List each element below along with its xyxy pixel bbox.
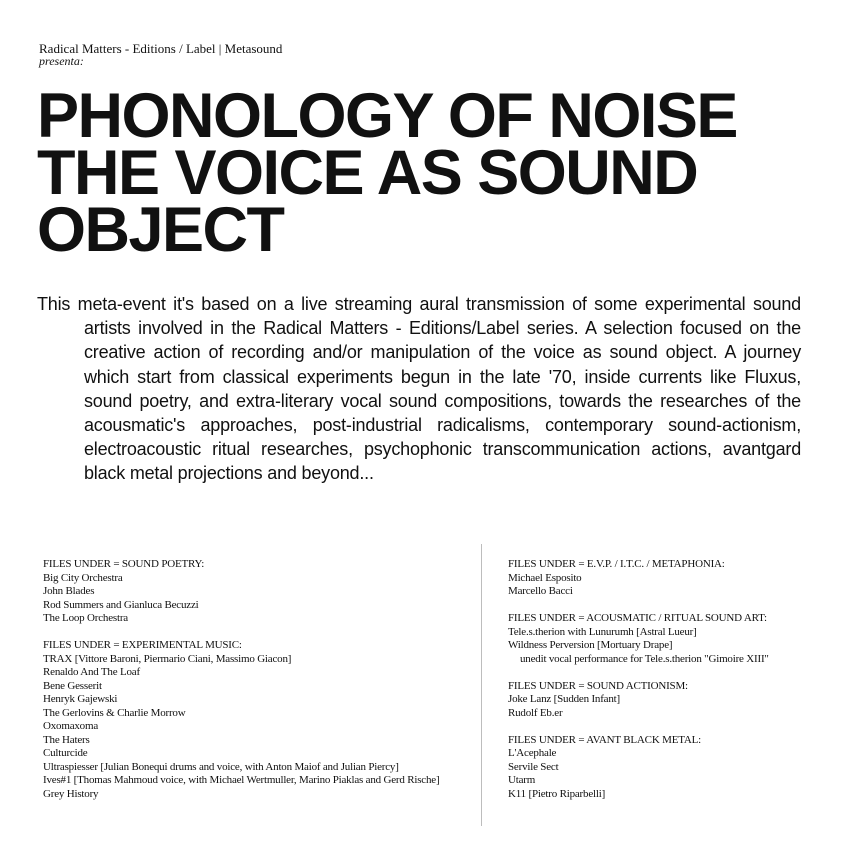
section-heading: FILES UNDER = E.V.P. / I.T.C. / METAPHONIA: xyxy=(508,558,725,570)
list-item: Oxomaxoma xyxy=(43,720,99,732)
list-item: John Blades xyxy=(43,585,95,597)
section-heading: FILES UNDER = EXPERIMENTAL MUSIC: xyxy=(43,639,242,651)
section-heading: FILES UNDER = SOUND ACTIONISM: xyxy=(508,679,688,692)
title-line: THE VOICE AS SOUND xyxy=(37,138,698,208)
title-line: PHONOLOGY OF NOISE xyxy=(37,81,737,151)
section-avant-black-metal xyxy=(508,734,808,802)
section-experimental-music xyxy=(43,639,473,801)
list-item: Renaldo And The Loaf xyxy=(43,666,140,678)
list-item: Michael Esposito xyxy=(508,571,582,584)
list-item: K11 [Pietro Riparbelli] xyxy=(508,787,606,800)
list-item: The Loop Orchestra xyxy=(43,612,128,624)
section-heading: FILES UNDER = SOUND POETRY: xyxy=(43,558,205,570)
list-item: Grey History xyxy=(43,787,99,800)
list-item: Marcello Bacci xyxy=(508,585,573,597)
list-item: Joke Lanz [Sudden Infant] xyxy=(508,693,620,705)
header xyxy=(39,42,282,67)
presenta-line: presenta: xyxy=(39,54,84,68)
list-item: TRAX [Vittore Baroni, Piermario Ciani, Massimo Giacon] xyxy=(43,652,292,665)
page-title xyxy=(37,81,737,265)
list-item: The Gerlovins & Charlie Morrow xyxy=(43,706,186,719)
list-item: Servile Sect xyxy=(508,760,559,773)
section-heading: FILES UNDER = AVANT BLACK METAL: xyxy=(508,733,701,746)
title-line: OBJECT xyxy=(37,195,284,265)
section-evp-itc-metaphonia xyxy=(508,558,808,599)
publisher-line: Radical Matters - Editions / Label | Metasound xyxy=(39,41,283,56)
section-acousmatic-ritual xyxy=(508,612,808,666)
column-divider xyxy=(481,544,482,826)
right-column xyxy=(508,558,808,815)
list-item: Culturcide xyxy=(43,747,88,759)
list-item: Ultraspiesser [Julian Bonequi drums and voice, with Anton Maiof and Julian Piercy] xyxy=(43,760,399,773)
list-item: Bene Gesserit xyxy=(43,679,102,692)
list-item: Rudolf Eb.er xyxy=(508,706,563,719)
list-item: Utarm xyxy=(508,774,536,786)
list-item: Henryk Gajewski xyxy=(43,693,118,705)
left-column xyxy=(43,558,473,815)
section-sound-actionism xyxy=(508,680,808,721)
list-item: Wildness Perversion [Mortuary Drape] xyxy=(508,639,673,651)
list-item: Big City Orchestra xyxy=(43,571,123,584)
list-item: The Haters xyxy=(43,733,90,746)
list-item: L'Acephale xyxy=(508,747,557,759)
list-item: Rod Summers and Gianluca Becuzzi xyxy=(43,598,199,611)
section-sound-poetry xyxy=(43,558,473,626)
list-item: Tele.s.therion with Lunurumh [Astral Lueur] xyxy=(508,625,697,638)
list-item: Ives#1 [Thomas Mahmoud voice, with Michael Wertmuller, Marino Piaklas and Gerd Rische] xyxy=(43,774,440,786)
intro-paragraph: This meta-event it's based on a live streaming aural transmission of some experimental sound artists involved in the Radical Matters - Editions/Label series. A selection focused on the creative action of recording and/or manipulation of the voice as sound object. A journey which start from classical experiments begun in the late '70, inside currents like Fluxus, sound poetry, and extra-literary vocal sound compositions, towards the researches of the acousmatic's approaches, post-industrial radicalisms, contemporary sound-actionism, electroacoustic ritual researches, psychophonic transcommunication actions, avantgard black metal projections and beyond... xyxy=(37,294,801,484)
list-item: unedit vocal performance for Tele.s.therion "Gimoire XIII" xyxy=(520,652,769,665)
section-heading: FILES UNDER = ACOUSMATIC / RITUAL SOUND ART: xyxy=(508,612,767,624)
